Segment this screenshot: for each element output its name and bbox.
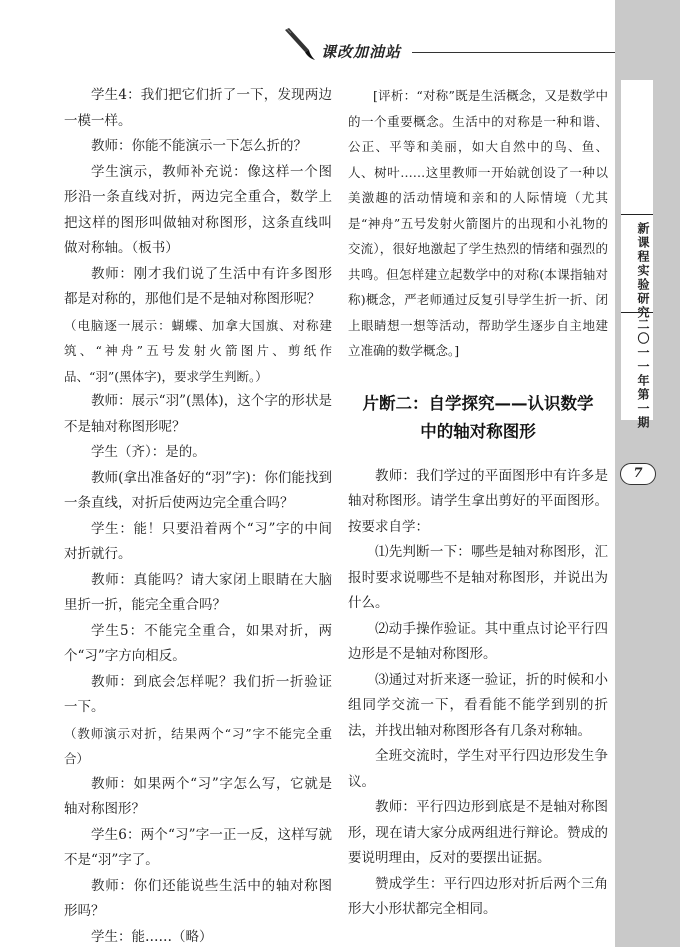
sidebar-divider <box>621 312 653 313</box>
section-heading-line: 中的轴对称图形 <box>348 418 608 446</box>
paragraph: 赞成学生：平行四边形对折后两个三角形大小形状都完全相同。 <box>348 872 608 923</box>
brush-pen-icon <box>281 26 317 62</box>
paragraph: 学生：能……（略） <box>64 925 332 950</box>
paragraph: （教师演示对折，结果两个“习”字不能完全重合） <box>64 721 332 772</box>
paragraph: 教师：到底会怎样呢？我们折一折验证一下。 <box>64 670 332 721</box>
paragraph: ⑵动手操作验证。其中重点讨论平行四边形是不是轴对称图形。 <box>348 617 608 668</box>
paragraph: 教师：如果两个“习”字怎么写，它就是轴对称图形？ <box>64 772 332 823</box>
paragraph: 教师(拿出准备好的“羽”字)：你们能找到一条直线，对折后使两边完全重合吗？ <box>64 466 332 517</box>
paragraph: 学生（齐）：是的。 <box>64 440 332 466</box>
section-heading-line: 片断二：自学探究——认识数学 <box>348 390 608 418</box>
paragraph: 学生4：我们把它们折了一下，发现两边一模一样。 <box>64 83 332 134</box>
paragraph: 教师：我们学过的平面图形中有许多是轴对称图形。请学生拿出剪好的平面图形。按要求自学： <box>348 464 608 541</box>
paragraph: 教师：刚才我们说了生活中有许多图形都是对称的，那他们是不是轴对称图形呢？ <box>64 262 332 313</box>
paragraph: 教师：你们还能说些生活中的轴对称图形吗？ <box>64 874 332 925</box>
paragraph: （电脑逐一展示：蝴蝶、加拿大国旗、对称建筑、“神舟”五号发射火箭图片、剪纸作品、“羽”(黑体字)，要求学生判断。） <box>64 313 332 390</box>
paragraph: 学生5：不能完全重合，如果对折，两个“习”字方向相反。 <box>64 619 332 670</box>
paragraph: ⑶通过对折来逐一验证，折的时候和小组同学交流一下，看看能不能学到别的折法，并找出轴对称图形各有几条对称轴。 <box>348 668 608 745</box>
journal-name: 新课程实验研究 <box>622 222 652 320</box>
section-heading <box>348 390 608 446</box>
commentary: [评析：“对称”既是生活概念，又是数学中的一个重要概念。生活中的对称是一种和谐、公正、平等和美丽，如大自然中的鸟、鱼、人、树叶……这里教师一开始就创设了一种以美激趣的活动情境和亲和的人际情境（尤其是“神舟”五号发射火箭图片的出现和小礼物的交流），很好地激起了学生热烈的情绪和强烈的共鸣。但怎样建立起数学中的对称(本课指轴对称)概念，严老师通过反复引导学生折一折、闭上眼睛想一想等活动，帮助学生逐步自主地建立准确的数学概念。] <box>348 83 608 364</box>
right-column <box>348 83 608 923</box>
paragraph: 教师：展示“羽”(黑体)，这个字的形状是不是轴对称图形呢？ <box>64 389 332 440</box>
header-rule <box>412 52 628 53</box>
paragraph: ⑴先判断一下：哪些是轴对称图形，汇报时要求说哪些不是轴对称图形，并说出为什么。 <box>348 540 608 617</box>
paragraph: 学生6：两个“习”字一正一反，这样写就不是“羽”字了。 <box>64 823 332 874</box>
paragraph: 教师：平行四边形到底是不是轴对称图形，现在请大家分成两组进行辩论。赞成的要说明理由，反对的要摆出证据。 <box>348 795 608 872</box>
paragraph: 学生演示，教师补充说：像这样一个图形沿一条直线对折，两边完全重合，数学上把这样的图形叫做轴对称图形，这条直线叫做对称轴。（板书） <box>64 160 332 262</box>
page-number: 7 <box>620 463 656 485</box>
header-title: 课改加油站 <box>321 41 401 62</box>
journal-issue: 二〇一一年第一期 <box>622 318 652 430</box>
page-header <box>0 0 680 70</box>
paragraph: 教师：真能吗？请大家闭上眼睛在大脑里折一折，能完全重合吗？ <box>64 568 332 619</box>
paragraph: 学生：能！只要沿着两个“习”字的中间对折就行。 <box>64 517 332 568</box>
paragraph: 全班交流时，学生对平行四边形发生争议。 <box>348 744 608 795</box>
paragraph: 教师：你能不能演示一下怎么折的？ <box>64 134 332 160</box>
left-column <box>64 83 332 950</box>
sidebar-divider <box>621 214 653 215</box>
